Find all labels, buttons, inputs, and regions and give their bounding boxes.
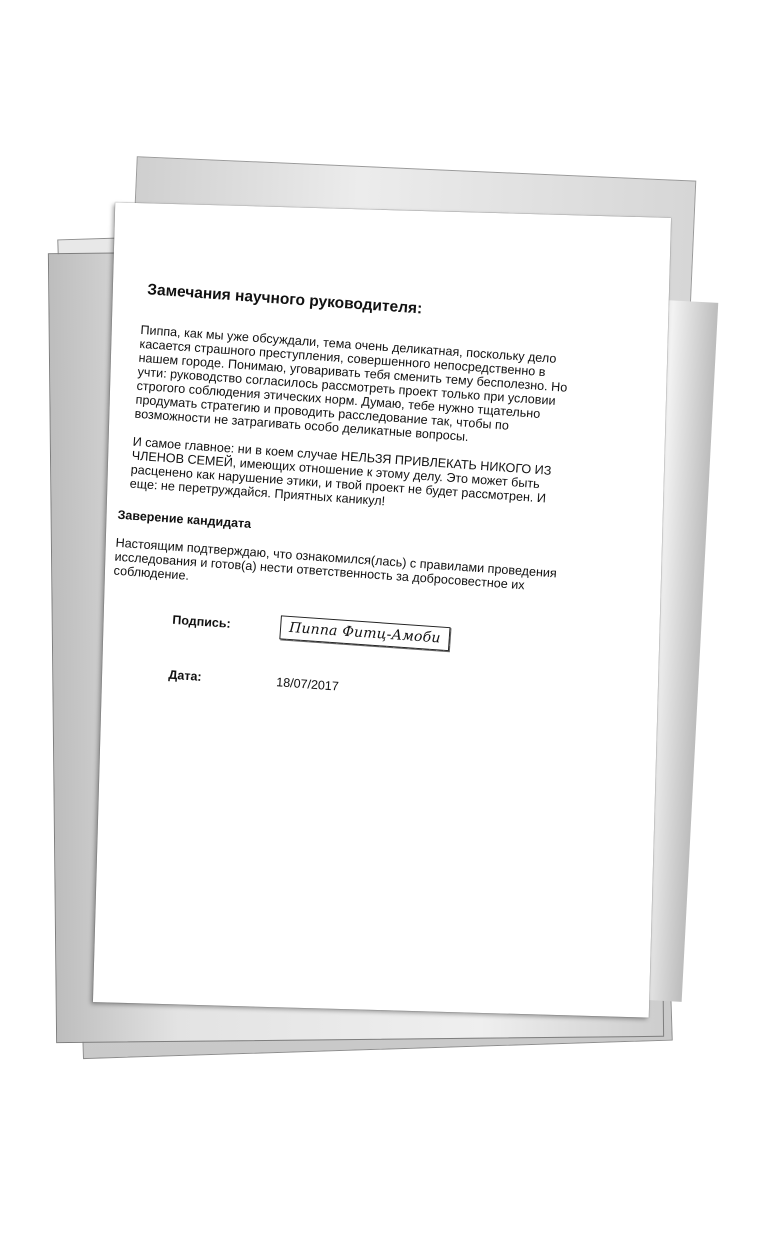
supervisor-comment-paragraph: И самое главное: ни в коем случае НЕЛЬЗЯ ПРИВЛЕКАТЬ НИКОГО ИЗ ЧЛЕНОВ СЕМЕЙ, имеющих отношение к этому делу. Это может быть расценено как нарушение этики, и твой проект не будет рассмотрен. И еще: не перетруждайся. Приятных каникул! [129,434,552,509]
supervisor-form [102,280,599,710]
declaration-title: Заверение кандидата [117,507,252,532]
signature-label: Подпись: [171,612,232,631]
declaration-text: Настоящим подтверждаю, что ознакомился(лась) с правилами проведения исследования и готов(а) нести ответственность за добросовестное их соблюдение. [113,535,558,593]
signature-row [106,603,577,660]
supervisor-comment-paragraph: Пиппа, как мы уже обсуждали, тема очень деликатная, поскольку дело касается страшного преступления, совершенного непосредственно в нашем городе. Понимаю, уговаривать тебя сменить тему бесполезно. Но учти: руководство согласилось рассмотреть проект только при условии строгого соблюдения этических норм. Думаю, тебе нужно тщательно продумать стратегию и проводить расследование так, чтобы по возможности не затрагивать особо деликатные вопросы. [134,322,568,444]
signature-box: Пиппа Фитц-Амоби [279,615,450,651]
date-label: Дата: [168,667,203,684]
date-value: 18/07/2017 [275,675,340,694]
form-title: Замечания научного руководителя: [146,281,423,318]
